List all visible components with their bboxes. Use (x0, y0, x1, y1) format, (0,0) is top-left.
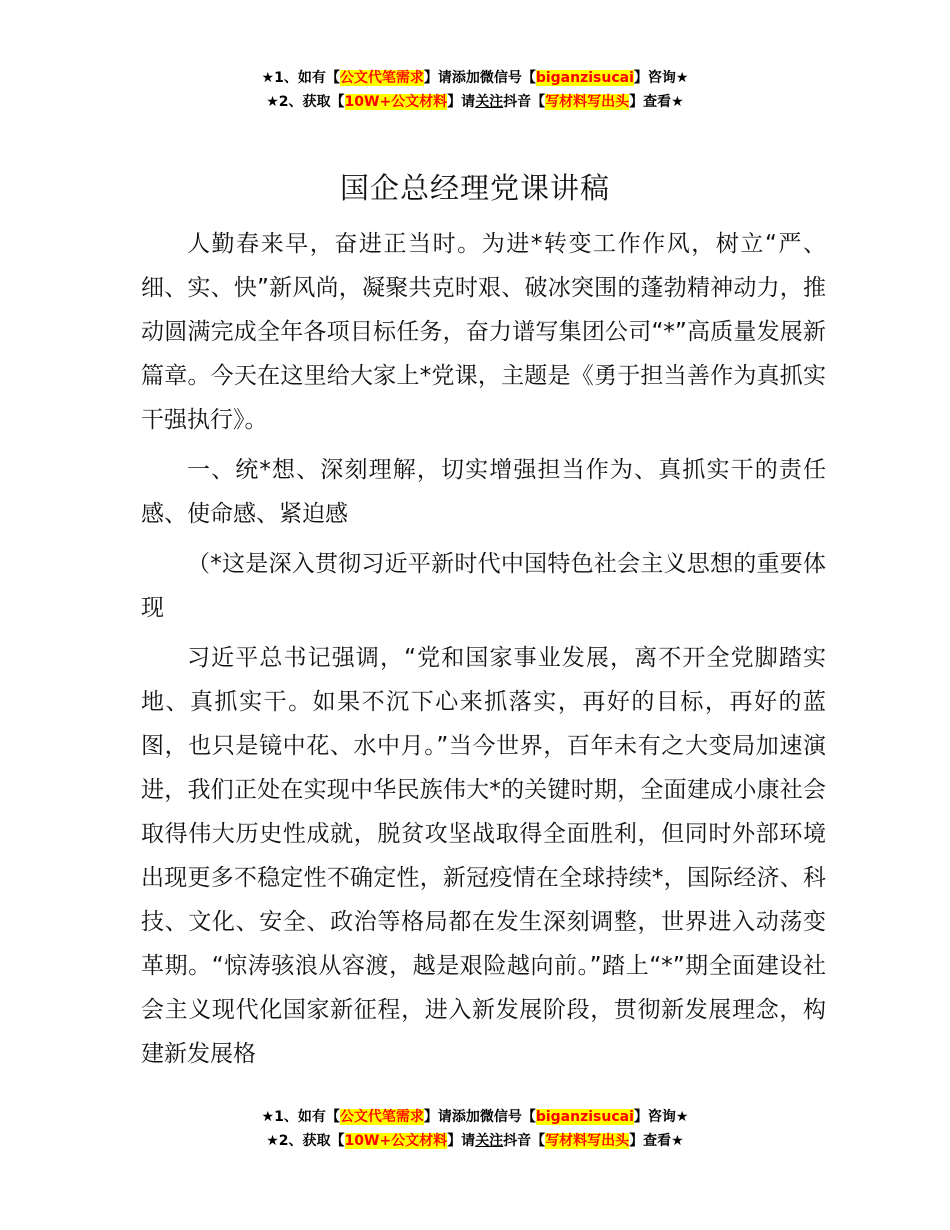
banner-underlined-text: 关注 (475, 1133, 504, 1149)
banner-text: 】请添加微信号【 (423, 70, 536, 86)
banner-highlight: 公文代笔需求 (339, 1109, 424, 1125)
banner-highlight: 写材料写出头 (545, 94, 630, 110)
banner-line-2 (0, 1129, 950, 1153)
section-heading: 一、统*想、深刻理解，切实增强担当作为、真抓实干的责任感、使命感、紧迫感 (141, 457, 826, 527)
banner-highlight-wechat-id: biganzisucai (535, 70, 634, 86)
banner-text: 】请添加微信号【 (423, 1109, 536, 1125)
banner-text: ★1、如有【 (261, 70, 340, 86)
banner-text: 】咨询★ (633, 1109, 689, 1125)
banner-text: 】查看★ (629, 94, 684, 110)
document-title: 国企总经理党课讲稿 (339, 171, 610, 205)
banner-text: 抖音【 (503, 94, 546, 110)
banner-text: 】咨询★ (633, 70, 689, 86)
banner-line-2 (0, 90, 950, 114)
banner-text: ★2、获取【 (266, 94, 345, 110)
banner-highlight: 公文代笔需求 (339, 70, 424, 86)
banner-highlight: 10W+公文材料 (344, 1133, 448, 1149)
banner-text: 抖音【 (503, 1133, 546, 1149)
banner-highlight: 10W+公文材料 (344, 94, 448, 110)
footer-banner (0, 1105, 950, 1153)
banner-line-1 (0, 66, 950, 90)
banner-underlined-text: 关注 (475, 94, 504, 110)
banner-text: 】查看★ (629, 1133, 684, 1149)
banner-highlight-wechat-id: biganzisucai (535, 1109, 634, 1125)
banner-text: 】请 (447, 1133, 476, 1149)
subsection-heading: （*这是深入贯彻习近平新时代中国特色社会主义思想的重要体现 (141, 551, 826, 621)
banner-line-1 (0, 1105, 950, 1129)
body-paragraph: 习近平总书记强调，“党和国家事业发展，离不开全党脚踏实地、真抓实干。如果不沉下心来抓落实，再好的目标，再好的蓝图，也只是镜中花、水中月。”当今世界，百年未有之大变局加速演进，我们正处在实现中华民族伟大*的关键时期，全面建成小康社会取得伟大历史性成就，脱贫攻坚战取得全面胜利，但同时外部环境出现更多不稳定性不确定性，新冠疫情在全球持续*，国际经济、科技、文化、安全、政治等格局都在发生深刻调整，世界进入动荡变革期。“惊涛骇浪从容渡，越是艰险越向前。”踏上“*”期全面建设社会主义现代化国家新征程，进入新发展阶段，贯彻新发展理念，构建新发展格 (141, 645, 826, 1067)
document-body (141, 222, 826, 1082)
body-paragraph: 人勤春来早，奋进正当时。为进*转变工作作风，树立“严、细、实、快”新风尚，凝聚共克时艰、破冰突围的蓬勃精神动力，推动圆满完成全年各项目标任务，奋力谱写集团公司“*”高质量发展新篇章。今天在这里给大家上*党课，主题是《勇于担当善作为真抓实干强执行》。 (141, 231, 826, 433)
banner-text: ★1、如有【 (261, 1109, 340, 1125)
header-banner (0, 66, 950, 114)
banner-text: 】请 (447, 94, 476, 110)
banner-highlight: 写材料写出头 (545, 1133, 630, 1149)
banner-text: ★2、获取【 (266, 1133, 345, 1149)
